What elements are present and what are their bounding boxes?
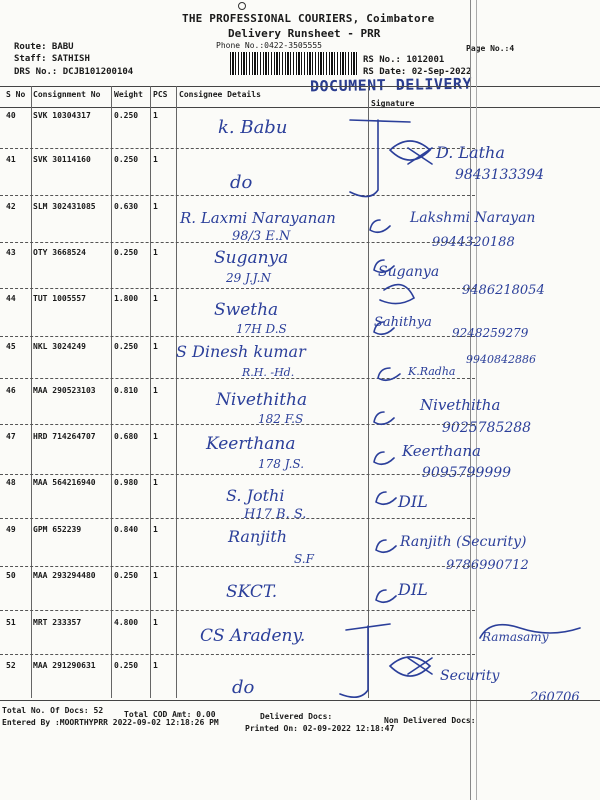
row-receiver-phone: 9025785288: [442, 420, 532, 436]
row-consignment: TUT 1005557: [33, 294, 86, 303]
row-consignee-address: 182 F.S: [258, 412, 304, 426]
row-consignee-address: 98/3 E.N: [232, 229, 291, 244]
row-pcs: 1: [153, 661, 158, 670]
row-weight: 0.980: [114, 478, 139, 487]
row-consignment: NKL 3024249: [33, 342, 86, 351]
barcode: [230, 52, 358, 75]
row-receiver-sign: Security: [440, 668, 500, 684]
row-sno: 43: [6, 248, 16, 257]
vrule-1: [31, 86, 32, 698]
row-sno: 50: [6, 571, 16, 580]
row-consignment: MAA 291290631: [33, 661, 96, 670]
row-receiver-phone: 9095799999: [422, 465, 512, 481]
row-pcs: 1: [153, 342, 158, 351]
row-receiver-phone: 260706: [530, 690, 580, 705]
sheet-title: Delivery Runsheet - PRR: [228, 27, 381, 40]
row-sno: 52: [6, 661, 16, 670]
row-weight: 0.630: [114, 202, 139, 211]
col-weight: Weight: [114, 90, 143, 99]
row-receiver-sign: Keerthana: [402, 442, 481, 460]
signature-strokes: [330, 110, 600, 710]
rs-number: RS No.: 1012001: [363, 55, 445, 65]
row-sno: 45: [6, 342, 16, 351]
row-pcs: 1: [153, 202, 158, 211]
col-consignment: Consignment No: [33, 90, 101, 99]
row-consignee-name: Nivethitha: [216, 390, 308, 410]
row-receiver-sign: K.Radha: [408, 365, 456, 378]
row-weight: 0.810: [114, 386, 139, 395]
row-weight: 0.250: [114, 342, 139, 351]
row-consignee-address: 178 J.S.: [258, 457, 305, 471]
row-consignment: SVK 10304317: [33, 111, 91, 120]
row-consignee-name: S. Jothi: [226, 486, 285, 505]
row-pcs: 1: [153, 432, 158, 441]
row-receiver-sign: Ramasamy: [482, 630, 549, 644]
row-consignee-address: R.H. -Hd.: [242, 366, 295, 379]
row-consignee-name: Keerthana: [206, 434, 296, 454]
row-pcs: 1: [153, 155, 158, 164]
drs-number: DRS No.: DCJB101200104: [14, 67, 134, 77]
row-consignee-address: 29 J.J.N: [226, 271, 271, 285]
row-pcs: 1: [153, 618, 158, 627]
row-pcs: 1: [153, 294, 158, 303]
route-label: Route: BABU: [14, 42, 74, 52]
row-consignee-name: k. Babu: [218, 117, 288, 138]
row-receiver-sign: D. Latha: [436, 143, 505, 162]
row-pcs: 1: [153, 386, 158, 395]
row-sno: 47: [6, 432, 16, 441]
row-sno: 46: [6, 386, 16, 395]
entered-by: Entered By :MOORTHYPRR 2022-09-02 12:18:26 PM: [2, 718, 219, 727]
row-receiver-phone: 9944320188: [432, 235, 515, 250]
page-number: Page No.:4: [466, 44, 515, 53]
row-consignee-address: H17 B. S.: [244, 507, 307, 522]
row-consignment: MAA 290523103: [33, 386, 96, 395]
row-receiver-sign: Lakshmi Narayan: [410, 210, 536, 226]
row-pcs: 1: [153, 111, 158, 120]
row-receiver-phone: 9486218054: [462, 283, 545, 298]
row-consignment: GPM 652239: [33, 525, 82, 534]
row-sno: 41: [6, 155, 16, 164]
row-consignee-address: 17H D.S: [236, 322, 287, 336]
row-pcs: 1: [153, 248, 158, 257]
row-receiver-sign: Nivethitha: [420, 396, 501, 414]
row-receiver-sign: Suganya: [378, 264, 440, 280]
row-receiver-sign: DIL: [398, 580, 428, 599]
row-weight: 1.800: [114, 294, 139, 303]
footer-rule: [0, 700, 600, 701]
row-consignment: MAA 293294480: [33, 571, 96, 580]
row-receiver-sign: Ranjith (Security): [400, 534, 527, 550]
row-pcs: 1: [153, 525, 158, 534]
row-consignment: HRD 714264707: [33, 432, 96, 441]
row-consignee-name: CS Aradeny.: [200, 626, 306, 646]
row-consignee-name: do: [230, 172, 253, 193]
header-rule-bottom: [0, 107, 600, 108]
row-sno: 42: [6, 202, 16, 211]
row-weight: 0.840: [114, 525, 139, 534]
row-weight: 0.250: [114, 155, 139, 164]
vrule-2: [111, 86, 112, 698]
staff-label: Staff: SATHISH: [14, 54, 90, 64]
header-rule-top: [0, 86, 600, 87]
row-consignment: SVK 30114160: [33, 155, 91, 164]
vrule-3: [150, 86, 151, 698]
phone-number: Phone No.:0422-3505555: [216, 41, 322, 50]
row-consignee-name: S Dinesh kumar: [176, 342, 306, 361]
row-consignment: MAA 564216940: [33, 478, 96, 487]
row-weight: 0.250: [114, 248, 139, 257]
row-consignee-name: SKCT.: [226, 582, 278, 602]
total-docs: Total No. Of Docs: 52: [2, 706, 104, 715]
row-consignment: MRT 233357: [33, 618, 82, 627]
row-pcs: 1: [153, 478, 158, 487]
row-receiver-phone: 9786990712: [446, 558, 529, 573]
row-weight: 0.250: [114, 661, 139, 670]
col-sno: S No: [6, 90, 26, 99]
non-delivered-docs: Non Delivered Docs:: [384, 716, 476, 725]
vrule-4: [176, 86, 177, 698]
row-consignment: SLM 302431085: [33, 202, 96, 211]
row-sno: 51: [6, 618, 16, 627]
row-sno: 40: [6, 111, 16, 120]
company-name: THE PROFESSIONAL COURIERS, Coimbatore: [182, 12, 435, 25]
row-weight: 0.680: [114, 432, 139, 441]
row-consignment: OTY 3668524: [33, 248, 86, 257]
emblem-icon: [238, 2, 246, 10]
rs-date: RS Date: 02-Sep-2022: [363, 67, 472, 77]
row-weight: 0.250: [114, 111, 139, 120]
row-consignee-name: Swetha: [214, 300, 279, 320]
row-pcs: 1: [153, 571, 158, 580]
row-weight: 4.800: [114, 618, 139, 627]
printed-on: Printed On: 02-09-2022 12:18:47: [245, 724, 395, 733]
col-pcs: PCS: [153, 90, 168, 99]
row-receiver-sign: Sahithya: [374, 315, 432, 330]
col-details: Consignee Details: [179, 90, 261, 99]
row-consignee-address: S.F: [294, 552, 314, 566]
row-consignee-name: Ranjith: [228, 527, 288, 546]
row-sno: 48: [6, 478, 16, 487]
row-receiver-sign: DIL: [398, 492, 428, 511]
col-signature: Signature: [371, 99, 415, 108]
row-receiver-phone: 9843133394: [455, 167, 545, 183]
document-delivery-stamp: DOCUMENT DELIVERY: [309, 74, 473, 96]
total-cod: Total COD Amt: 0.00: [124, 710, 216, 719]
row-consignee-name: do: [232, 677, 255, 698]
row-sno: 49: [6, 525, 16, 534]
row-sno: 44: [6, 294, 16, 303]
delivered-docs: Delivered Docs:: [260, 712, 333, 721]
row-receiver-phone: 9940842886: [466, 353, 536, 366]
row-weight: 0.250: [114, 571, 139, 580]
row-receiver-phone: 9248259279: [452, 326, 529, 340]
row-consignee-name: R. Laxmi Narayanan: [180, 209, 336, 227]
row-consignee-name: Suganya: [214, 248, 289, 268]
